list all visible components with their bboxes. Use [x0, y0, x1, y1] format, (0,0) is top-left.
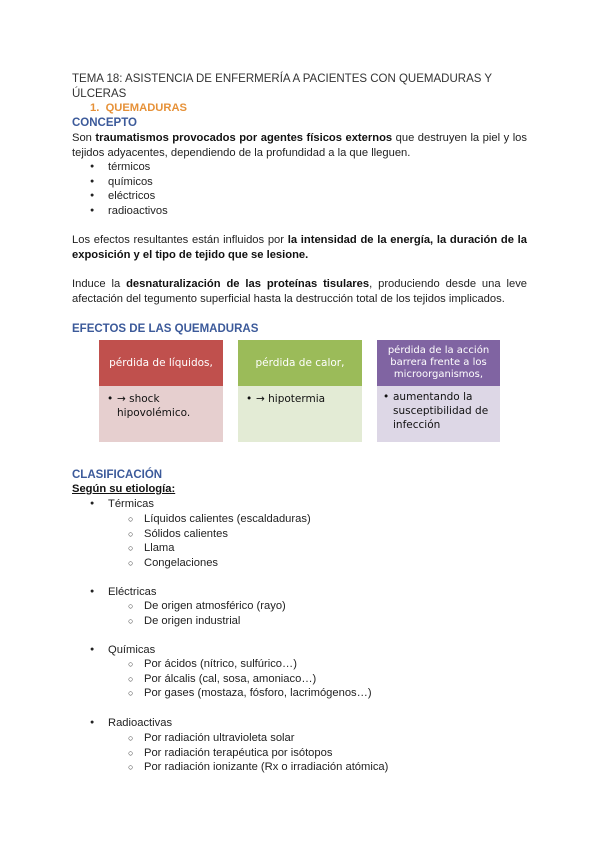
section-heading-quemaduras [90, 101, 187, 116]
section-number: 1. [90, 102, 100, 114]
induce-text-post: , produciendo desde una leve afectación del tegumento superficial hasta la destrucción total de los tejidos implicados. [72, 278, 528, 305]
group-label: ● Radioactivas [72, 716, 172, 731]
concepto-heading: CONCEPTO [72, 117, 137, 129]
list-item: ○ Congelaciones [72, 556, 311, 571]
effect-box-body [377, 386, 500, 442]
effect-box-head: pérdida de calor, [238, 340, 362, 386]
effect-box-liquids [99, 340, 223, 442]
concepto-text-bold: traumatismos provocados por agentes físicos externos [95, 132, 393, 144]
list-item: ○ Por gases (mostaza, fósforo, lacrimógenos…) [72, 686, 372, 701]
section-label: QUEMADURAS [105, 102, 187, 114]
group-quimicas [72, 643, 155, 658]
list-item: ○ Sólidos calientes [72, 527, 311, 542]
agent-type-list [72, 160, 168, 218]
group-label: ● Químicas [72, 643, 155, 658]
list-item: ○ Por radiación terapéutica por isótopos [72, 746, 388, 761]
list-item: ● radioactivos [72, 204, 168, 219]
clasificacion-heading: CLASIFICACIÓN [72, 469, 163, 481]
clasificacion-subheading: Según su etiología: [72, 483, 176, 495]
list-item: ○ Por álcalis (cal, sosa, amoniaco…) [72, 672, 372, 687]
list-item: ● térmicos [72, 160, 168, 175]
group-radioactivas-items [72, 731, 388, 775]
group-termicas-items [72, 512, 311, 570]
efectos-intro-paragraph [72, 233, 527, 263]
list-item: ○ Llama [72, 541, 311, 556]
list-item: ○ Por radiación ionizante (Rx o irradiación atómica) [72, 760, 388, 775]
induce-paragraph [72, 277, 527, 307]
effect-box-head: pérdida de la acción barrera frente a los microorganismos, [377, 340, 500, 386]
list-item: ○ De origen atmosférico (rayo) [72, 599, 286, 614]
effect-box-head: pérdida de líquidos, [99, 340, 223, 386]
effect-box-body [99, 386, 223, 442]
effect-box-text: • → shock hipovolémico. [105, 392, 217, 420]
effect-box-text: • aumentando la susceptibilidad de infección [381, 390, 496, 432]
list-item: ○ De origen industrial [72, 614, 286, 629]
induce-text-pre: Induce la [72, 278, 127, 290]
page-title: TEMA 18: ASISTENCIA DE ENFERMERÍA A PACIENTES CON QUEMADURAS Y ÚLCERAS [72, 73, 492, 100]
concepto-paragraph [72, 131, 527, 160]
list-item: ○ Por ácidos (nítrico, sulfúrico…) [72, 657, 372, 672]
induce-text-bold: desnaturalización de las proteínas tisulares [126, 278, 370, 290]
group-termicas [72, 497, 154, 512]
list-item: ○ Líquidos calientes (escaldaduras) [72, 512, 311, 527]
group-label: ● Térmicas [72, 497, 154, 512]
group-electricas [72, 585, 157, 600]
effect-box-barrier [377, 340, 500, 442]
group-radioactivas [72, 716, 172, 731]
group-quimicas-items [72, 657, 372, 701]
list-item: ○ Por radiación ultravioleta solar [72, 731, 388, 746]
list-item: ● eléctricos [72, 189, 168, 204]
list-item: ● químicos [72, 175, 168, 190]
effect-box-text: • → hipotermia [244, 392, 356, 406]
effect-box-heat [238, 340, 362, 442]
efectos-heading: EFECTOS DE LAS QUEMADURAS [72, 323, 259, 335]
concepto-text-post: que destruyen la piel y los tejidos adyacentes, dependiendo de la profundidad a la que lleguen. [72, 132, 527, 159]
concepto-text-pre: Son [72, 132, 96, 144]
efectos-text-bold: la intensidad de la energía, la duración de la exposición y el tipo de tejido que se lesione. [72, 234, 527, 261]
effect-box-body [238, 386, 362, 442]
group-label: ● Eléctricas [72, 585, 157, 600]
efectos-text-pre: Los efectos resultantes están influidos por [72, 234, 288, 246]
group-electricas-items [72, 599, 286, 628]
